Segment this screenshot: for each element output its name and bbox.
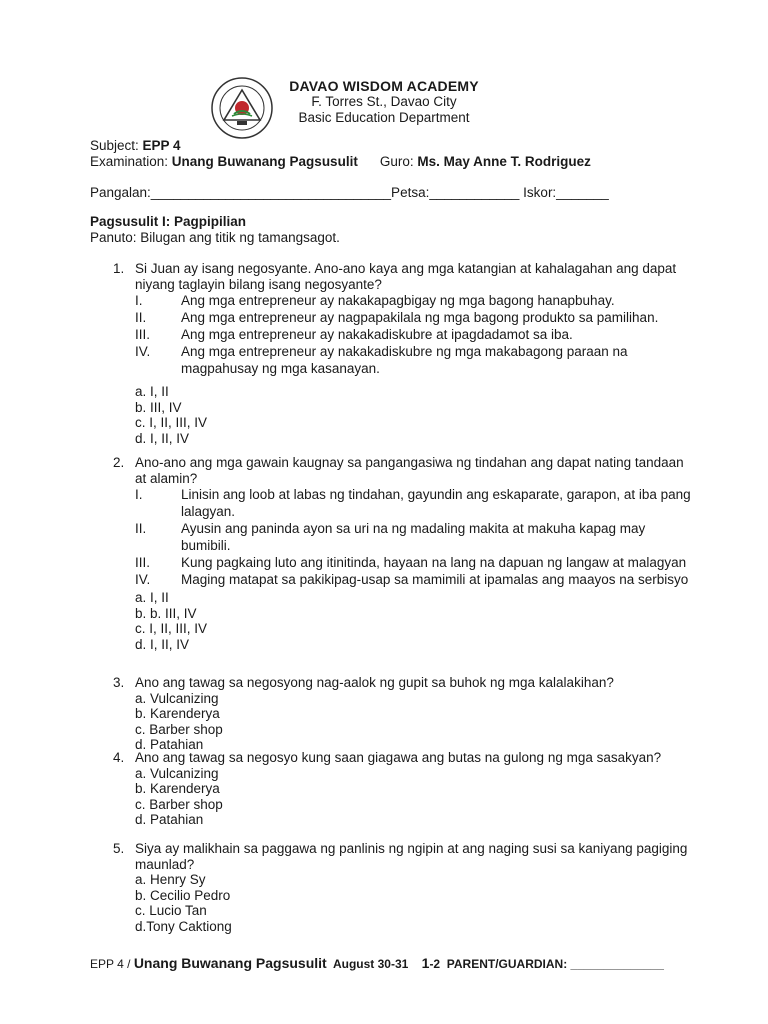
statement-item: II. Ang mga entrepreneur ay nagpapakilala ng mga bagong produkto sa pamilihan.: [135, 310, 659, 325]
footer-page-number: 1: [421, 955, 430, 971]
section-title: Pagsusulit I: Pagpipilian: [90, 214, 247, 229]
question-text: Ano ang tawag sa negosyong nag-aalok ng gupit sa buhok ng mga kalalakihan?: [135, 675, 614, 690]
footer-title: Unang Buwanang Pagsusulit: [133, 955, 327, 971]
subject-label: Subject:: [90, 138, 143, 153]
answer-choice[interactable]: a. Vulcanizing: [135, 765, 219, 781]
subject-value: EPP 4: [142, 138, 181, 153]
page-footer: [90, 955, 664, 971]
answer-choice[interactable]: d.Tony Caktiong: [135, 918, 232, 934]
school-info: [284, 78, 484, 126]
answer-choice[interactable]: d. I, II, IV: [135, 430, 190, 446]
question-text: Siya ay malikhain sa paggawa ng panlinis ng ngipin at ang naging susi sa kaniyang pagiging maunlad?: [135, 841, 688, 872]
question-text: Ano-ano ang mga gawain kaugnay sa pangangasiwa ng tindahan ang dapat nating tandaan at alamin?: [135, 455, 684, 486]
question-number: 2.: [113, 455, 125, 470]
school-name: DAVAO WISDOM ACADEMY: [289, 78, 479, 94]
question-number: 3.: [113, 675, 125, 690]
question-3: [113, 675, 693, 753]
answer-choice[interactable]: c. I, II, III, IV: [135, 415, 208, 430]
question-1: [113, 261, 693, 446]
answer-choice[interactable]: a. Henry Sy: [135, 872, 206, 887]
statement-item: I. Linisin ang loob at labas ng tindahan, gayundin ang eskaparate, garapon, at iba pang lalagyan.: [135, 487, 691, 519]
answer-choice[interactable]: a. I, II: [135, 384, 169, 399]
answer-choice[interactable]: b. b. III, IV: [135, 605, 197, 621]
footer-subject: EPP 4 /: [90, 957, 134, 971]
school-department: Basic Education Department: [298, 110, 470, 125]
statement-item: III. Kung pagkaing luto ang itinitinda, hayaan na lang na dapuan ng langaw at malagyan: [135, 555, 687, 570]
school-seal-icon: [210, 76, 274, 140]
question-number: 4.: [113, 750, 125, 765]
answer-choice[interactable]: d. I, II, IV: [135, 636, 190, 652]
student-info-line: Pangalan:________________________________Petsa:____________ Iskor:_______: [90, 185, 609, 200]
exam-value: Unang Buwanang Pagsusulit: [171, 154, 358, 169]
answer-choice[interactable]: d. Patahian: [135, 737, 204, 752]
answer-choice[interactable]: c. Lucio Tan: [135, 903, 207, 918]
exam-label: Examination:: [90, 154, 172, 169]
question-5: [113, 841, 693, 934]
subject-row: [90, 138, 181, 154]
question-number: 5.: [113, 841, 125, 856]
footer-date: August 30-31: [326, 957, 422, 971]
question-text: Si Juan ay isang negosyante. Ano-ano kaya ang mga katangian at kahalagahan ang dapat niyang taglayin bilang isang negosyante?: [135, 261, 677, 292]
question-text: Ano ang tawag sa negosyo kung saan giagawa ang butas na gulong ng mga sasakyan?: [135, 750, 662, 765]
teacher-label: Guro:: [379, 154, 418, 169]
statement-item: III. Ang mga entrepreneur ay nakakadiskubre at ipagdadamot sa iba.: [135, 327, 573, 342]
answer-choice[interactable]: b. III, IV: [135, 399, 182, 415]
question-4: [113, 750, 693, 828]
question-2: [113, 455, 693, 652]
teacher-value: Ms. May Anne T. Rodriguez: [417, 154, 591, 169]
answer-choice[interactable]: c. I, II, III, IV: [135, 621, 208, 636]
statement-item: IV. Maging matapat sa pakikipag-usap sa mamimili at ipamalas ang maayos na serbisyo: [135, 572, 689, 587]
statement-item: IV. Ang mga entrepreneur ay nakakadiskubre ng mga makabagong paraan na magpahusay ng mga kasanayan.: [135, 344, 628, 376]
answer-choice[interactable]: d. Patahian: [135, 812, 204, 827]
answer-choice[interactable]: a. I, II: [135, 590, 169, 605]
school-address: F. Torres St., Davao City: [311, 94, 457, 109]
answer-choice[interactable]: b. Karenderya: [135, 781, 220, 796]
answer-choice[interactable]: c. Barber shop: [135, 721, 223, 737]
statement-item: I. Ang mga entrepreneur ay nakakapagbigay ng mga bagong hanapbuhay.: [135, 293, 615, 308]
answer-choice[interactable]: a. Vulcanizing: [135, 690, 219, 706]
answer-choice[interactable]: c. Barber shop: [135, 796, 223, 812]
answer-choice[interactable]: b. Cecilio Pedro: [135, 887, 231, 903]
section-instructions: Panuto: Bilugan ang titik ng tamangsagot.: [90, 230, 340, 245]
answer-choice[interactable]: b. Karenderya: [135, 706, 220, 721]
statement-item: II. Ayusin ang paninda ayon sa uri na ng madaling makita at makuha kapag may bumibili.: [135, 521, 646, 553]
exam-row: [90, 154, 591, 170]
footer-signature-line: -2 PARENT/GUARDIAN: ______________: [429, 957, 664, 971]
question-number: 1.: [113, 261, 125, 276]
